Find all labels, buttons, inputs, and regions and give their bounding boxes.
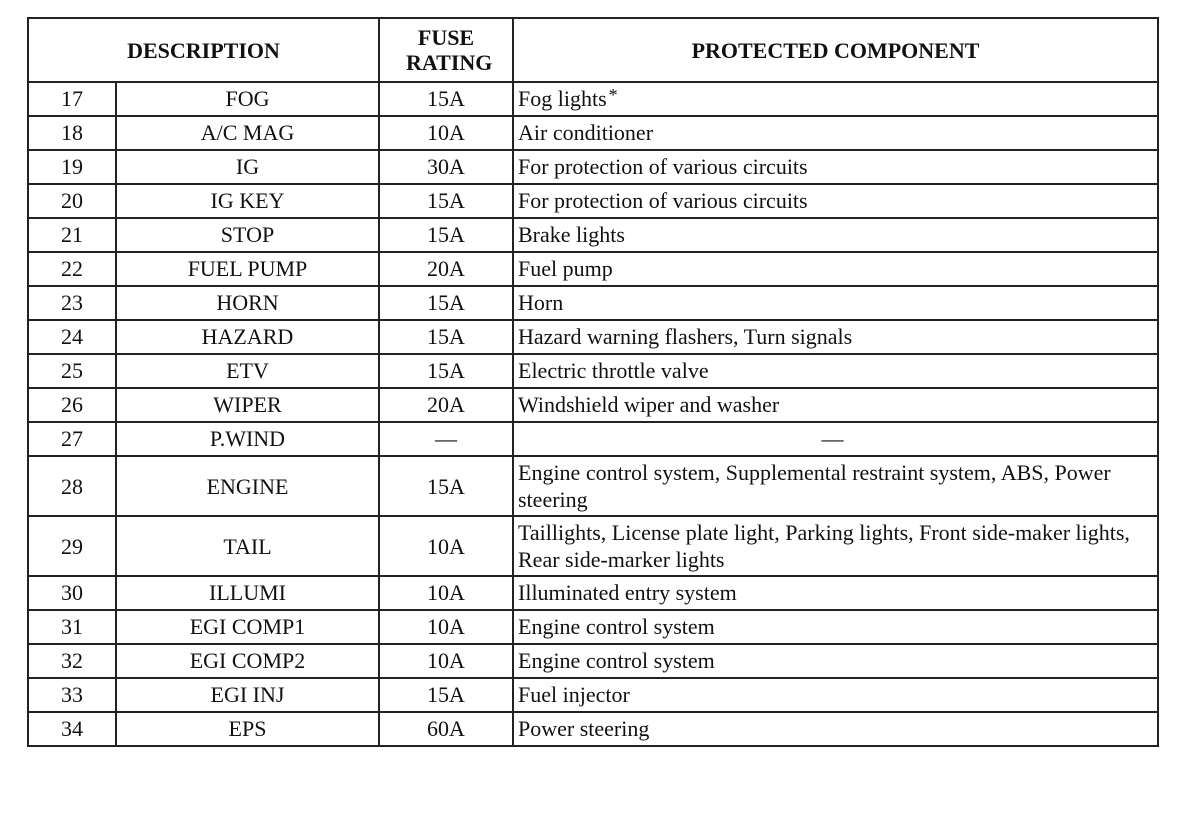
fuse-number: 24 [28, 320, 116, 354]
fuse-number: 33 [28, 678, 116, 712]
table-row [28, 456, 1158, 516]
fuse-description: EPS [116, 712, 379, 746]
footnote-asterisk: * [608, 85, 618, 105]
fuse-rating: 20A [379, 252, 513, 286]
fuse-description: WIPER [116, 388, 379, 422]
table-row [28, 712, 1158, 746]
fuse-number: 34 [28, 712, 116, 746]
header-fuse-rating-label: FUSE RATING [406, 25, 493, 75]
fuse-rating: — [379, 422, 513, 456]
fuse-rating: 10A [379, 610, 513, 644]
protected-component: Taillights, License plate light, Parking lights, Front side-maker lights, Rear side-marker lights [513, 516, 1158, 576]
protected-component: Windshield wiper and washer [513, 388, 1158, 422]
table-row [28, 286, 1158, 320]
fuse-rating: 15A [379, 286, 513, 320]
fuse-description: ENGINE [116, 456, 379, 516]
table-row [28, 252, 1158, 286]
protected-component: Electric throttle valve [513, 354, 1158, 388]
fuse-description: FOG [116, 82, 379, 116]
fuse-rating: 10A [379, 116, 513, 150]
fuse-description: EGI INJ [116, 678, 379, 712]
fuse-rating: 10A [379, 576, 513, 610]
protected-component: Power steering [513, 712, 1158, 746]
header-fuse-rating [379, 18, 513, 82]
protected-component: Fuel injector [513, 678, 1158, 712]
fuse-description: A/C MAG [116, 116, 379, 150]
fuse-description: TAIL [116, 516, 379, 576]
fuse-description: P.WIND [116, 422, 379, 456]
fuse-description: HORN [116, 286, 379, 320]
protected-component: Hazard warning flashers, Turn signals [513, 320, 1158, 354]
protected-component: Engine control system [513, 610, 1158, 644]
protected-component: — [513, 422, 1158, 456]
header-row [28, 18, 1158, 82]
table-row [28, 388, 1158, 422]
table-row [28, 320, 1158, 354]
fuse-description: STOP [116, 218, 379, 252]
table-row [28, 422, 1158, 456]
fuse-rating: 10A [379, 516, 513, 576]
fuse-rating: 30A [379, 150, 513, 184]
protected-component: Brake lights [513, 218, 1158, 252]
fuse-rating: 15A [379, 82, 513, 116]
fuse-number: 20 [28, 184, 116, 218]
fuse-number: 22 [28, 252, 116, 286]
fuse-rating: 60A [379, 712, 513, 746]
protected-component: Engine control system, Supplemental restraint system, ABS, Power steering [513, 456, 1158, 516]
fuse-number: 19 [28, 150, 116, 184]
fuse-rating: 10A [379, 644, 513, 678]
component-text: Fog lights [518, 86, 607, 111]
table-row [28, 576, 1158, 610]
protected-component: For protection of various circuits [513, 150, 1158, 184]
table-row [28, 678, 1158, 712]
fuse-rating: 15A [379, 218, 513, 252]
table-row [28, 150, 1158, 184]
fuse-number: 26 [28, 388, 116, 422]
fuse-number: 32 [28, 644, 116, 678]
protected-component [513, 82, 1158, 116]
header-protected-component: PROTECTED COMPONENT [513, 18, 1158, 82]
protected-component: Fuel pump [513, 252, 1158, 286]
fuse-number: 18 [28, 116, 116, 150]
protected-component: Engine control system [513, 644, 1158, 678]
fuse-number: 30 [28, 576, 116, 610]
fuse-description: EGI COMP2 [116, 644, 379, 678]
fuse-number: 31 [28, 610, 116, 644]
table-row [28, 610, 1158, 644]
fuse-rating: 15A [379, 456, 513, 516]
table-row [28, 82, 1158, 116]
protected-component: Air conditioner [513, 116, 1158, 150]
fuse-rating: 15A [379, 184, 513, 218]
fuse-number: 25 [28, 354, 116, 388]
table-row [28, 218, 1158, 252]
fuse-description: ETV [116, 354, 379, 388]
fuse-description: FUEL PUMP [116, 252, 379, 286]
fuse-description: ILLUMI [116, 576, 379, 610]
table-row [28, 116, 1158, 150]
fuse-description: IG [116, 150, 379, 184]
fuse-number: 28 [28, 456, 116, 516]
fuse-rating: 15A [379, 320, 513, 354]
table-row [28, 354, 1158, 388]
fuse-description: IG KEY [116, 184, 379, 218]
protected-component: Horn [513, 286, 1158, 320]
fuse-table [27, 17, 1159, 747]
fuse-number: 27 [28, 422, 116, 456]
table-row [28, 184, 1158, 218]
protected-component: Illuminated entry system [513, 576, 1158, 610]
fuse-rating: 15A [379, 678, 513, 712]
fuse-number: 17 [28, 82, 116, 116]
fuse-rating: 20A [379, 388, 513, 422]
header-description: DESCRIPTION [28, 18, 379, 82]
table-row [28, 516, 1158, 576]
fuse-description: EGI COMP1 [116, 610, 379, 644]
fuse-number: 29 [28, 516, 116, 576]
fuse-description: HAZARD [116, 320, 379, 354]
protected-component: For protection of various circuits [513, 184, 1158, 218]
fuse-rating: 15A [379, 354, 513, 388]
table-row [28, 644, 1158, 678]
fuse-number: 23 [28, 286, 116, 320]
fuse-number: 21 [28, 218, 116, 252]
